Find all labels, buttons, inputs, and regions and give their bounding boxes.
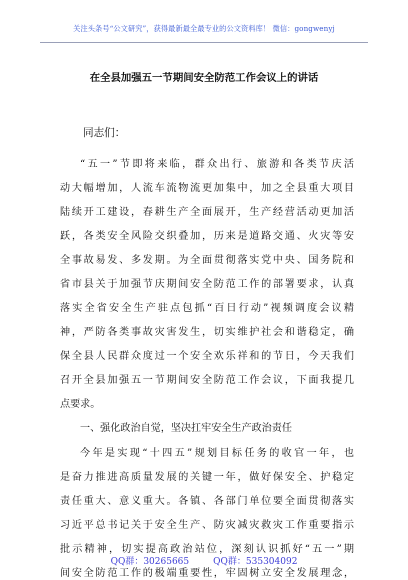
paragraph-line: 习近平总书记关于安全生产、防灾减灾救灾工作重要指示 xyxy=(60,520,354,531)
paragraph-line: 点要求。 xyxy=(60,399,101,410)
footer-qq-group-1: QQ群：30265665 xyxy=(110,557,190,567)
paragraph-line: 是奋力推进高质量发展的关键一年，做好保安全、护稳定 xyxy=(60,472,354,483)
footer-qq-group-2: QQ群：535304092 xyxy=(213,557,298,567)
paragraph-line: 省市县关于加强节庆期间安全防范工作的部署要求，认真 xyxy=(60,279,354,290)
paragraph-line: 召开全县加强五一节期间安全防范工作会议，下面我提几 xyxy=(60,375,354,386)
paragraph-line: 动大幅增加，人流车流物流更加集中，加之全县重大项目 xyxy=(60,183,354,194)
paragraph-line: 陆续开工建设，春耕生产全面展开，生产经营活动更加活 xyxy=(60,207,354,218)
paragraph-line: 落实全省安全生产驻点包抓“百日行动”视频调度会议精 xyxy=(60,303,354,314)
salutation: 同志们： xyxy=(83,127,126,139)
paragraph-line: 全事故易发、多发期。为全面贯彻落实党中央、国务院和 xyxy=(60,255,354,266)
paragraph-line: 保全县人民群众度过一个安全欢乐祥和的节日，今天我们 xyxy=(60,351,354,362)
header-divider xyxy=(40,42,368,43)
section-heading: 一、强化政治自觉，坚决扛牢安全生产政治责任 xyxy=(80,423,292,434)
paragraph-line: 责任重大、意义重大。各镇、各部门单位要全面贯彻落实 xyxy=(60,496,354,507)
paragraph-line: 批示精神，切实提高政治站位，深刻认识抓好“五一”期 xyxy=(60,544,354,555)
paragraph-line: 跃，各类安全风险交织叠加，历来是道路交通、火灾等安 xyxy=(60,231,354,242)
document-title: 在全县加强五一节期间安全防范工作会议上的讲话 xyxy=(89,72,319,84)
paragraph-line: 神，严防各类事故灾害发生，切实维护社会和谐稳定，确 xyxy=(60,327,354,338)
footer-contact xyxy=(0,554,408,567)
paragraph-line: 间安全防范工作的极端重要性，牢固树立安全发展理念， xyxy=(60,568,354,579)
paragraph-line: 今年是实现“十四五”规划目标任务的收官一年，也 xyxy=(80,448,354,459)
paragraph-line: “五一”节即将来临，群众出行、旅游和各类节庆活 xyxy=(80,159,354,170)
header-banner: 关注头条号“公文研究”，获得最新最全最专业的公文资料库！ 微信：gongwenyj xyxy=(73,24,335,33)
